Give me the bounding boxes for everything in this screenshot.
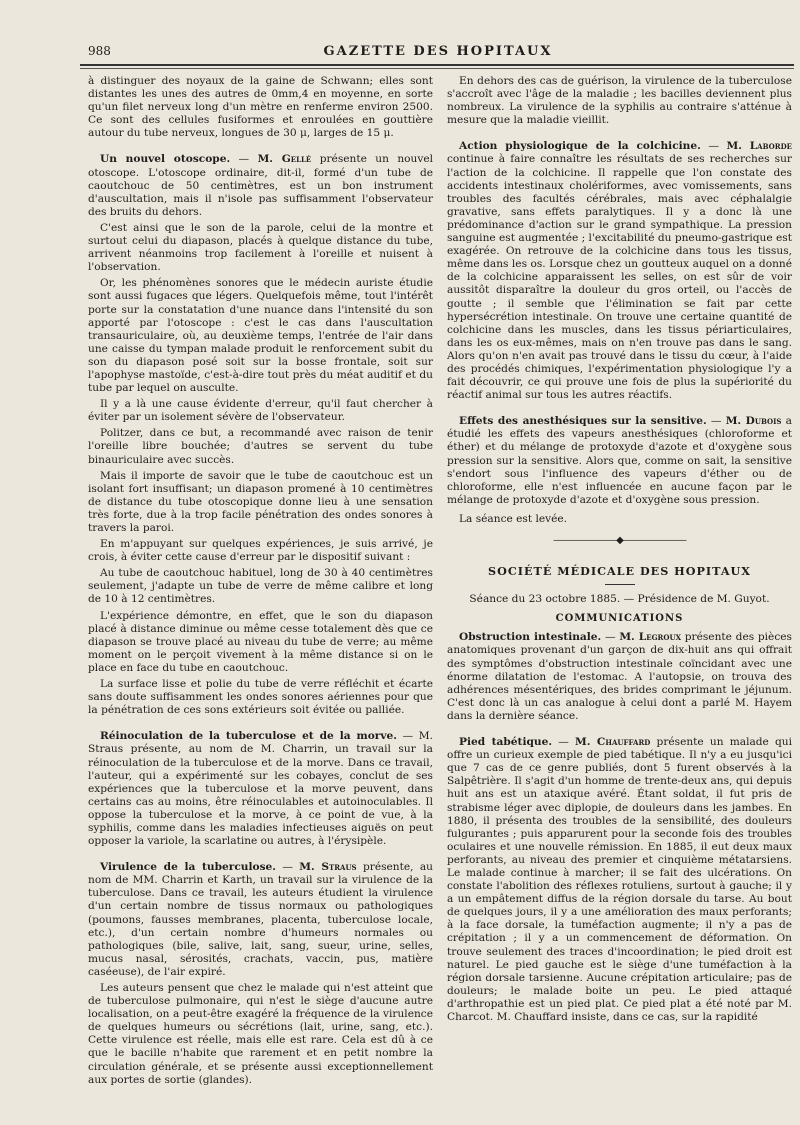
- page-header: [88, 44, 788, 64]
- author: M. Dubois: [725, 415, 782, 428]
- section-title: Obstruction intestinale.: [459, 631, 602, 644]
- ornament-divider: ———————◆———————: [553, 535, 686, 546]
- reinoculation-section: Réinoculation de la tuberculose et de la morve. — M. Straus présente, au nom de M. Charrin, un travail sur la réinoculation de la tuberculose et de la morve. Dans ce travail, l'auteur, qui a expérimenté sur les cobayes, conclut de ses expériences que la tuberculose et la morve peuvent, dans certains cas au moins, être réinoculables et autoinoculables. Il oppose la tuberculose et la morve, à ce point de vue, à la syphilis, comme dans les maladies infectieuses aiguës on peut opposer la variole, la scarlatine ou autres, à l'érysipèle.: [88, 730, 433, 848]
- session-line: Séance du 23 octobre 1885. — Présidence de M. Guyot.: [469, 593, 770, 606]
- paragraph: Il y a là une cause évidente d'erreur, qu'il faut chercher à éviter par un isolement sévère de l'observateur.: [88, 398, 433, 424]
- society-heading: SOCIÉTÉ MÉDICALE DES HOPITAUX: [488, 564, 751, 579]
- paragraph: présente des pièces anatomiques provenant d'un garçon de dix-huit ans qui offrait des symptômes d'obstruction intestinale coïncidant avec une énorme dilatation de l'estomac. A l'autopsie, on trouva des adhérences mésentériques, des brides comprimant le jéjunum. C'est donc là un cas analogue à celui dont a parlé M. Hayem dans la dernière séance.: [447, 631, 792, 722]
- paragraph: à distinguer des noyaux de la gaine de Schwann; elles sont distantes les unes des autres de 0mm,4 en moyenne, en sorte qu'un filet nerveux long d'un mètre en renferme environ 2500. Ce sont des cellules fusiformes et enroulées en gouttière autour du tube nerveux, longues de 30 μ, larges de 15 μ.: [88, 75, 433, 140]
- section-title: Action physiologique de la colchicine.: [459, 140, 701, 153]
- author: M. Straus: [299, 861, 357, 874]
- obstruction-section: Obstruction intestinale. — M. Legroux présente des pièces anatomiques provenant d'un garçon de dix-huit ans qui offrait des symptômes d'obstruction intestinale coïncidant avec une énorme dilatation de l'estomac. A l'autopsie, on trouva des adhérences mésentériques, des brides comprimant le jéjunum. C'est donc là un cas analogue à celui dont a parlé M. Hayem dans la dernière séance.: [447, 631, 792, 722]
- paragraph: Les auteurs pensent que chez le malade qui n'est atteint que de tuberculose pulmonaire, qui n'est le siège d'aucune autre localisation, on a peut-être exagéré la fréquence de la virulence de quelques humeurs ou sécrétions (lait, urine, sang, etc.). Cette virulence est réelle, mais elle est rare. Cela est dû à ce que le bacille n'habite que rarement et en petit nombre la circulation générale, et se présente aussi exceptionnellement aux portes de sortie (glandes).: [88, 982, 433, 1086]
- paragraph: Politzer, dans ce but, a recommandé avec raison de tenir l'oreille libre bouchée; d'autres se servent du tube binauriculaire avec succès.: [88, 427, 433, 466]
- journal-title: GAZETTE DES HOPITAUX: [323, 44, 553, 59]
- header-rule: [80, 64, 794, 69]
- paragraph: continue à faire connaître les résultats de ses recherches sur l'action de la colchicine. Il rappelle que l'on constate des accidents intestinaux cholériformes, avec vomissements, sans troubles des facultés cérébrales, mais avec céphalalgie gravative, sans effets paralytiques. Il y a donc là une prédominance d'action sur le grand sympathique. La pression sanguine est augmentée ; l'excitabilité du pneumo-gastrique est exagérée. On retrouve de la colchicine dans tous les tissus, même dans les os. Lorsque chez un goutteux auquel on a donné de la colchicine apparaissent les selles, on est sûr de voir aussitôt disparaître la douleur du gros orteil, ou l'accès de goutte ; il semble que l'élimination se fait par cette hypersécrétion intestinale. On trouve une certaine quantité de colchicine dans les muscles, dans les tissus périarticulaires, dans les os eux-mêmes, mais on n'en trouve pas dans le sang. Alors qu'on n'en avait pas trouvé dans le tissu du cœur, à l'aide des procédés chimiques, l'expérimentation physiologique l'y a fait découvrir, ce qui prouve une fois de plus la supériorité du réactif animal sur tous les autres réactifs.: [447, 153, 792, 402]
- left-column: [88, 75, 433, 1090]
- paragraph: C'est ainsi que le son de la parole, celui de la montre et surtout celui du diapason, placés à quelque distance du tube, arrivent néanmoins trop facilement à l'oreille et nuisent à l'observation.: [88, 221, 433, 274]
- colchicine-section: Action physiologique de la colchicine. — M. Laborde continue à faire connaître les résultats de ses recherches sur l'action de la colchicine. Il rappelle que l'on constate des accidents intestinaux cholériformes, avec vomissements, sans troubles des facultés cérébrales, mais avec céphalalgie gravative, sans effets paralytiques. Il y a donc là une prédominance d'action sur le grand sympathique. La pression sanguine est augmentée ; l'excitabilité du pneumo-gastrique est exagérée. On retrouve de la colchicine dans tous les tissus, même dans les os. Lorsque chez un goutteux auquel on a donné de la colchicine apparaissent les selles, on est sûr de voir aussitôt disparaître la douleur du gros orteil, ou l'accès de goutte ; il semble que l'élimination se fait par cette hypersécrétion intestinale. On trouve une certaine quantité de colchicine dans les muscles, dans les tissus périarticulaires, dans les os eux-mêmes, mais on n'en trouve pas dans le sang. Alors qu'on n'en avait pas trouvé dans le tissu du cœur, à l'aide des procédés chimiques, l'expérimentation physiologique l'y a fait découvrir, ce qui prouve une fois de plus la supériorité du réactif animal sur tous les autres réactifs.: [447, 140, 792, 402]
- virulence-section: Virulence de la tuberculose. — M. Straus présente, au nom de MM. Charrin et Karth, un travail sur la virulence de la tuberculose. Dans ce travail, les auteurs étudient la virulence d'un certain nombre de tissus normaux ou pathologiques (poumons, fausses membranes, placenta, tuberculose locale, etc.), d'un certain nombre d'humeurs normales ou pathologiques (bile, salive, lait, sang, sueur, urine, selles, mucus nasal, sérosités, crachats, vaccin, pus, matière caséeuse), de l'air expiré.: [88, 861, 433, 978]
- paragraph: Mais il importe de savoir que le tube de caoutchouc est un isolant fort insuffisant; un diapason promené à 10 centimètres de distance du tube otoscopique donne lieu à une sensation très forte, due à la trop facile pénétration des ondes sonores à travers la paroi.: [88, 469, 433, 534]
- author: M. Legroux: [619, 631, 681, 644]
- section-title: Réinoculation de la tuberculose et de la morve.: [100, 730, 397, 743]
- right-column: [447, 75, 792, 1027]
- communications-heading: COMMUNICATIONS: [555, 613, 684, 625]
- otoscope-section: Un nouvel otoscope. — M. Gellé présente un nouvel otoscope. L'otoscope ordinaire, dit-il, formé d'un tube de caoutchouc de 50 centimètres, est un bon instrument d'auscultation, mais il n'isole pas suffisamment l'observateur des bruits du dehors.: [88, 153, 434, 218]
- author: M. Laborde: [726, 140, 792, 153]
- paragraph: présente un nouvel otoscope. L'otoscope ordinaire, dit-il, formé d'un tube de caoutchouc de 50 centimètres, est un bon instrument d'auscultation, mais il n'isole pas suffisamment l'observateur des bruits du dehors.: [88, 153, 434, 218]
- section-title: Un nouvel otoscope.: [100, 153, 231, 166]
- pied-tabetique-section: Pied tabétique. — M. Chauffard présente un malade qui offre un curieux exemple de pied tabétique. Il n'y a eu jusqu'ici que 7 cas de ce genre publiés, dont 5 furent observés à la Salpêtrière. Il s'agit d'un homme de trente-deux ans, qui depuis huit ans est un ataxique avéré. Étant soldat, il fut pris de strabisme léger avec diplopie, de douleurs dans les jambes. En 1880, il présenta des troubles de la sensibilité, des douleurs fulgurantes ; puis apparurent pour la seconde fois des troubles oculaires et une nouvelle rémission. En 1885, il eut deux maux perforants, au niveau des premier et cinquième métatarsiens. Le malade continue à marcher; il se fait des ulcérations. On constate l'abolition des réflexes rotuliens, surtout à gauche; il y a un empâtement diffus de la région dorsale du tarse. Au bout de quelques jours, il y a une amélioration des maux perforants; à la face dorsale, la tuméfaction augmente; il n'y a pas de crépitation ; il y a un commencement de déformation. On trouve seulement des traces d'incoordination; le pied droit est naturel. Le pied gauche est le siège d'une tuméfaction à la région dorsale tarsienne. Aucune crépitation articulaire; pas de douleurs; le malade boite un peu. Le pied attaqué d'arthropathie est un pied plat. Ce pied plat a été noté par M. Charcot. M. Chauffard insiste, dans ce cas, sur la rapidité: [447, 736, 793, 1023]
- paragraph: a étudié les effets des vapeurs anesthésiques (chloroforme et éther) et du mélange de protoxyde d'azote et d'oxygène sous pression sur la sensitive. Alors que, comme on sait, la sensitive s'endort sous l'influence des vapeurs d'éther ou de chloroforme, elle n'est influencée en aucune façon par le mélange de protoxyde d'azote et d'oxygène sous pression.: [447, 415, 792, 506]
- section-title: Pied tabétique.: [459, 736, 553, 749]
- anesthetics-section: Effets des anesthésiques sur la sensitive. — M. Dubois a étudié les effets des vapeurs anesthésiques (chloroforme et éther) et du mélange de protoxyde d'azote et d'oxygène sous pression sur la sensitive. Alors que, comme on sait, la sensitive s'endort sous l'influence des vapeurs d'éther ou de chloroforme, elle n'est influencée en aucune façon par le mélange de protoxyde d'azote et d'oxygène sous pression.: [447, 415, 792, 506]
- paragraph: En dehors des cas de guérison, la virulence de la tuberculose s'accroît avec l'âge de la maladie ; les bacilles deviennent plus nombreux. La virulence de la syphilis au contraire s'atténue à mesure que la maladie vieillit.: [447, 75, 792, 127]
- page-number: 988: [88, 44, 111, 58]
- paragraph: M. Straus présente, au nom de M. Charrin, un travail sur la réinoculation de la tuberculose et de la morve. Dans ce travail, l'auteur, qui a expérimenté sur les cobayes, conclut de ses expériences que la tuberculose et la morve peuvent, dans certains cas au moins, être réinoculables et autoinoculables. Il oppose la tuberculose et la morve, à ce point de vue, à la syphilis, comme dans les maladies infectieuses aiguës on peut opposer la variole, la scarlatine ou autres, à l'érysipèle.: [88, 730, 433, 848]
- paragraph: La surface lisse et polie du tube de verre réfléchit et écarte sans doute suffisamment les ondes sonores aériennes pour que la pénétration de ces sons extérieurs soit évitée ou palliée.: [88, 678, 433, 717]
- section-title: Effets des anesthésiques sur la sensitive.: [459, 415, 707, 428]
- paragraph: présente un malade qui offre un curieux exemple de pied tabétique. Il n'y a eu jusqu'ici que 7 cas de ce genre publiés, dont 5 furent observés à la Salpêtrière. Il s'agit d'un homme de trente-deux ans, qui depuis huit ans est un ataxique avéré. Étant soldat, il fut pris de strabisme léger avec diplopie, de douleurs dans les jambes. En 1880, il présenta des troubles de la sensibilité, des douleurs fulgurantes ; puis apparurent pour la seconde fois des troubles oculaires et une nouvelle rémission. En 1885, il eut deux maux perforants, au niveau des premier et cinquième métatarsiens. Le malade continue à marcher; il se fait des ulcérations. On constate l'abolition des réflexes rotuliens, surtout à gauche; il y a un empâtement diffus de la région dorsale du tarse. Au bout de quelques jours, il y a une amélioration des maux perforants; à la face dorsale, la tuméfaction augmente; il n'y a pas de crépitation ; il y a un commencement de déformation. On trouve seulement des traces d'incoordination; le pied droit est naturel. Le pied gauche est le siège d'une tuméfaction à la région dorsale tarsienne. Aucune crépitation articulaire; pas de douleurs; le malade boite un peu. Le pied attaqué d'arthropathie est un pied plat. Ce pied plat a été noté par M. Charcot. M. Chauffard insiste, dans ce cas, sur la rapidité: [447, 736, 793, 1023]
- paragraph: présente, au nom de MM. Charrin et Karth, un travail sur la virulence de la tuberculose. Dans ce travail, les auteurs étudient la virulence d'un certain nombre de tissus normaux ou pathologiques (poumons, fausses membranes, placenta, tuberculose locale, etc.), d'un certain nombre d'humeurs normales ou pathologiques (bile, salive, lait, sang, sueur, urine, selles, mucus nasal, sérosités, crachats, vaccin, pus, matière caséeuse), de l'air expiré.: [88, 861, 433, 978]
- closing-line: La séance est levée.: [459, 512, 568, 525]
- section-title: Virulence de la tuberculose.: [100, 861, 276, 874]
- paragraph: L'expérience démontre, en effet, que le son du diapason placé à distance diminue ou même cesse totalement dès que ce diapason se trouve placé au niveau du tube de verre; au même moment on le perçoit vivement à la même distance si on le place en face du tube en caoutchouc.: [88, 609, 433, 674]
- paragraph: Or, les phénomènes sonores que le médecin auriste étudie sont aussi fugaces que légers. Quelquefois même, tout l'intérêt porte sur la constatation d'une nuance dans l'intensité du son apporté par l'otoscope : c'est le cas dans l'auscultation transauriculaire, où, au deuxième temps, l'entrée de l'air dans une caisse du tympan malade produit le renforcement subit du son du diapason posé soit sur la bosse frontale, soit sur l'apophyse mastoïde, c'est-à-dire tout près du méat auditif et du tube par lequel on ausculte.: [88, 277, 433, 395]
- author: M. Gellé: [257, 153, 312, 166]
- short-rule: [605, 584, 635, 585]
- author: M. Chauffard: [574, 736, 651, 749]
- paragraph: Au tube de caoutchouc habituel, long de 30 à 40 centimètres seulement, j'adapte un tube de verre de même calibre et long de 10 à 12 centimètres.: [88, 567, 433, 606]
- paragraph: En m'appuyant sur quelques expériences, je suis arrivé, je crois, à éviter cette cause d'erreur par le dispositif suivant :: [88, 538, 433, 564]
